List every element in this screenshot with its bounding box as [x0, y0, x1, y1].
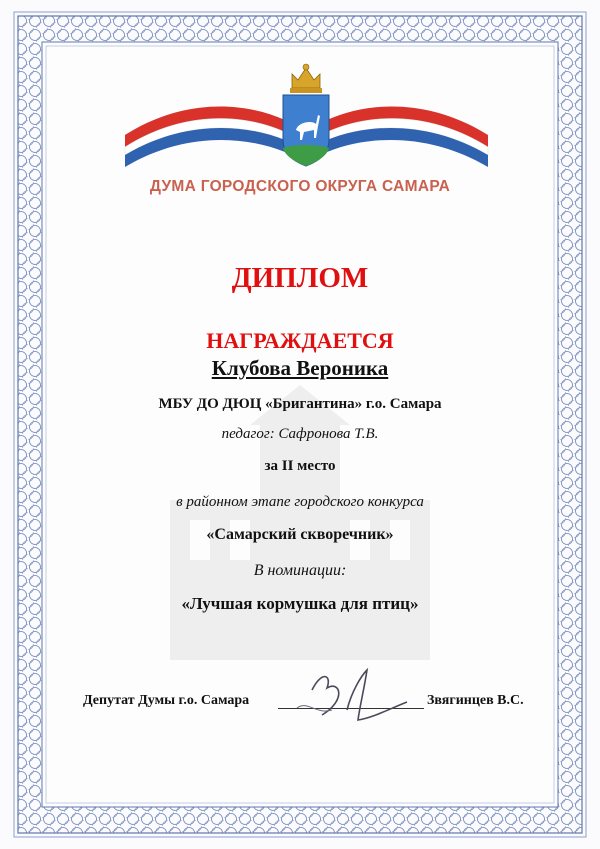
- stage-line: в районном этапе городского конкурса: [176, 494, 424, 510]
- watermark-building-icon: [150, 380, 450, 670]
- signatory-position: Депутат Думы г.о. Самара: [83, 693, 250, 708]
- nomination-label: В номинации:: [253, 562, 347, 579]
- teacher-line: педагог: Сафронова Т.В.: [221, 426, 379, 442]
- handwritten-signature: [292, 660, 422, 730]
- contest-name: «Самарский скворечник»: [206, 526, 394, 543]
- recipient-name-text: Клубова Вероника: [211, 356, 389, 380]
- page-title: ДИПЛОМ: [231, 262, 369, 294]
- signatory-name: Звягинцев В.С.: [427, 693, 524, 708]
- organization-header: ДУМА ГОРОДСКОГО ОКРУГА САМАРА: [149, 178, 451, 195]
- institution-line: МБУ ДО ДЮЦ «Бригантина» г.о. Самара: [158, 396, 442, 412]
- place-line: за II место: [264, 458, 336, 474]
- recipient-name: [0, 356, 600, 381]
- samara-coat-of-arms-icon: [120, 60, 492, 170]
- nomination-name: «Лучшая кормушка для птиц»: [181, 594, 419, 613]
- awarded-heading: НАГРАЖДАЕТСЯ: [206, 328, 394, 353]
